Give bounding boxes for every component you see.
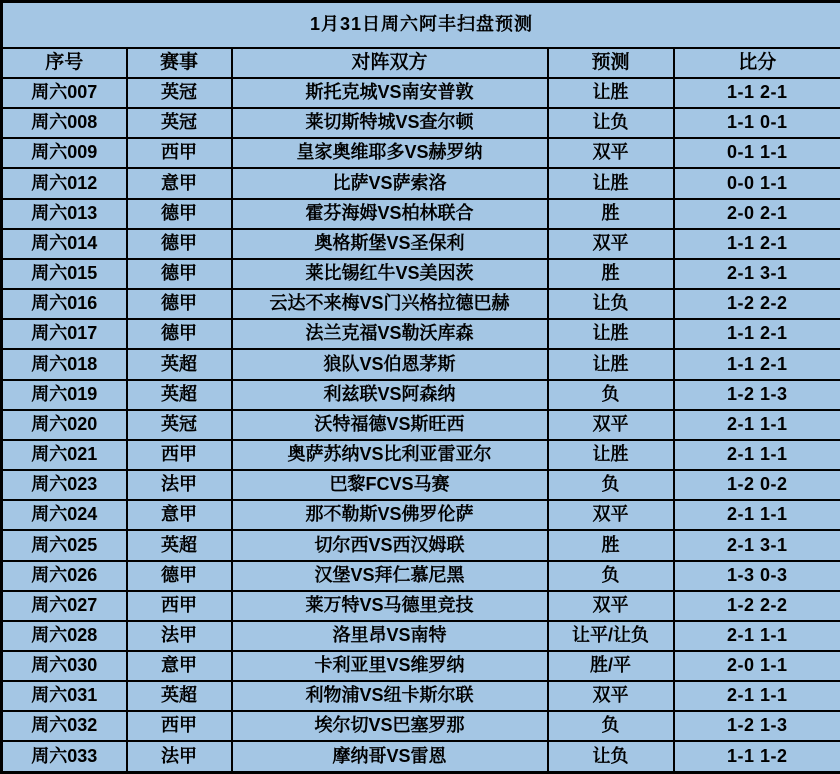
matchup-cell: 利物浦VS纽卡斯尔联 bbox=[232, 681, 548, 711]
table-row bbox=[2, 259, 840, 289]
prediction-cell: 负 bbox=[548, 711, 674, 741]
match-id-cell: 周六008 bbox=[2, 108, 127, 138]
league-cell: 英冠 bbox=[127, 78, 232, 108]
prediction-cell: 双平 bbox=[548, 229, 674, 259]
title-row bbox=[2, 2, 840, 49]
match-id-cell: 周六018 bbox=[2, 349, 127, 379]
matchup-cell: 莱万特VS马德里竞技 bbox=[232, 591, 548, 621]
league-cell: 英超 bbox=[127, 380, 232, 410]
score-cell: 1-2 2-2 bbox=[674, 591, 840, 621]
match-id-cell: 周六033 bbox=[2, 741, 127, 772]
prediction-cell: 让负 bbox=[548, 741, 674, 772]
match-id-cell: 周六024 bbox=[2, 500, 127, 530]
score-cell: 2-0 1-1 bbox=[674, 651, 840, 681]
league-cell: 英超 bbox=[127, 349, 232, 379]
league-cell: 英冠 bbox=[127, 108, 232, 138]
table-row bbox=[2, 138, 840, 168]
prediction-cell: 双平 bbox=[548, 410, 674, 440]
match-id-cell: 周六016 bbox=[2, 289, 127, 319]
match-id-cell: 周六027 bbox=[2, 591, 127, 621]
table-row bbox=[2, 380, 840, 410]
table-row bbox=[2, 711, 840, 741]
matchup-cell: 汉堡VS拜仁慕尼黑 bbox=[232, 561, 548, 591]
column-header-league: 赛事 bbox=[127, 48, 232, 78]
league-cell: 意甲 bbox=[127, 168, 232, 198]
match-id-cell: 周六020 bbox=[2, 410, 127, 440]
match-id-cell: 周六028 bbox=[2, 621, 127, 651]
table-row bbox=[2, 681, 840, 711]
table-row bbox=[2, 741, 840, 772]
match-id-cell: 周六014 bbox=[2, 229, 127, 259]
match-id-cell: 周六012 bbox=[2, 168, 127, 198]
matchup-cell: 斯托克城VS南安普敦 bbox=[232, 78, 548, 108]
match-id-cell: 周六021 bbox=[2, 440, 127, 470]
score-cell: 2-0 2-1 bbox=[674, 199, 840, 229]
prediction-cell: 让负 bbox=[548, 108, 674, 138]
column-header-matchup: 对阵双方 bbox=[232, 48, 548, 78]
league-cell: 英冠 bbox=[127, 410, 232, 440]
league-cell: 意甲 bbox=[127, 651, 232, 681]
score-cell: 1-1 0-1 bbox=[674, 108, 840, 138]
matchup-cell: 沃特福德VS斯旺西 bbox=[232, 410, 548, 440]
match-id-cell: 周六015 bbox=[2, 259, 127, 289]
table-row bbox=[2, 561, 840, 591]
prediction-cell: 负 bbox=[548, 561, 674, 591]
score-cell: 1-3 0-3 bbox=[674, 561, 840, 591]
matchup-cell: 云达不来梅VS门兴格拉德巴赫 bbox=[232, 289, 548, 319]
prediction-cell: 让胜 bbox=[548, 78, 674, 108]
league-cell: 意甲 bbox=[127, 500, 232, 530]
league-cell: 德甲 bbox=[127, 319, 232, 349]
matchup-cell: 奥格斯堡VS圣保利 bbox=[232, 229, 548, 259]
matchup-cell: 巴黎FCVS马赛 bbox=[232, 470, 548, 500]
matchup-cell: 莱比锡红牛VS美因茨 bbox=[232, 259, 548, 289]
score-cell: 2-1 3-1 bbox=[674, 530, 840, 560]
matchup-cell: 洛里昂VS南特 bbox=[232, 621, 548, 651]
table-row bbox=[2, 621, 840, 651]
score-cell: 1-1 2-1 bbox=[674, 229, 840, 259]
match-id-cell: 周六023 bbox=[2, 470, 127, 500]
column-header-index: 序号 bbox=[2, 48, 127, 78]
match-id-cell: 周六031 bbox=[2, 681, 127, 711]
score-cell: 1-1 2-1 bbox=[674, 78, 840, 108]
score-cell: 1-2 1-3 bbox=[674, 711, 840, 741]
score-cell: 2-1 1-1 bbox=[674, 621, 840, 651]
match-id-cell: 周六017 bbox=[2, 319, 127, 349]
match-id-cell: 周六025 bbox=[2, 530, 127, 560]
league-cell: 英超 bbox=[127, 681, 232, 711]
prediction-cell: 负 bbox=[548, 380, 674, 410]
score-cell: 1-1 2-1 bbox=[674, 319, 840, 349]
prediction-cell: 胜 bbox=[548, 259, 674, 289]
table-row bbox=[2, 349, 840, 379]
match-id-cell: 周六013 bbox=[2, 199, 127, 229]
matchup-cell: 狼队VS伯恩茅斯 bbox=[232, 349, 548, 379]
league-cell: 西甲 bbox=[127, 138, 232, 168]
table-row bbox=[2, 591, 840, 621]
match-id-cell: 周六032 bbox=[2, 711, 127, 741]
score-cell: 0-1 1-1 bbox=[674, 138, 840, 168]
score-cell: 2-1 1-1 bbox=[674, 410, 840, 440]
column-header-prediction: 预测 bbox=[548, 48, 674, 78]
score-cell: 2-1 3-1 bbox=[674, 259, 840, 289]
league-cell: 法甲 bbox=[127, 621, 232, 651]
league-cell: 西甲 bbox=[127, 591, 232, 621]
matchup-cell: 卡利亚里VS维罗纳 bbox=[232, 651, 548, 681]
match-id-cell: 周六026 bbox=[2, 561, 127, 591]
prediction-cell: 负 bbox=[548, 470, 674, 500]
table-row bbox=[2, 319, 840, 349]
prediction-cell: 双平 bbox=[548, 591, 674, 621]
match-id-cell: 周六007 bbox=[2, 78, 127, 108]
page-title: 1月31日周六阿丰扫盘预测 bbox=[2, 2, 840, 49]
score-cell: 1-2 0-2 bbox=[674, 470, 840, 500]
matchup-cell: 莱切斯特城VS查尔顿 bbox=[232, 108, 548, 138]
table-row bbox=[2, 651, 840, 681]
header-row bbox=[2, 48, 840, 78]
prediction-cell: 让胜 bbox=[548, 319, 674, 349]
matchup-cell: 法兰克福VS勒沃库森 bbox=[232, 319, 548, 349]
league-cell: 西甲 bbox=[127, 711, 232, 741]
table-row bbox=[2, 108, 840, 138]
prediction-cell: 让平/让负 bbox=[548, 621, 674, 651]
league-cell: 德甲 bbox=[127, 289, 232, 319]
match-id-cell: 周六019 bbox=[2, 380, 127, 410]
score-cell: 1-2 2-2 bbox=[674, 289, 840, 319]
matchup-cell: 那不勒斯VS佛罗伦萨 bbox=[232, 500, 548, 530]
matchup-cell: 皇家奥维耶多VS赫罗纳 bbox=[232, 138, 548, 168]
score-cell: 2-1 1-1 bbox=[674, 440, 840, 470]
matchup-cell: 霍芬海姆VS柏林联合 bbox=[232, 199, 548, 229]
matchup-cell: 奥萨苏纳VS比利亚雷亚尔 bbox=[232, 440, 548, 470]
prediction-cell: 让胜 bbox=[548, 349, 674, 379]
prediction-cell: 双平 bbox=[548, 500, 674, 530]
prediction-cell: 胜 bbox=[548, 199, 674, 229]
table-row bbox=[2, 530, 840, 560]
score-cell: 2-1 1-1 bbox=[674, 681, 840, 711]
matchup-cell: 比萨VS萨索洛 bbox=[232, 168, 548, 198]
table-row bbox=[2, 440, 840, 470]
table-row bbox=[2, 410, 840, 440]
column-header-score: 比分 bbox=[674, 48, 840, 78]
match-id-cell: 周六009 bbox=[2, 138, 127, 168]
league-cell: 德甲 bbox=[127, 259, 232, 289]
table-row bbox=[2, 500, 840, 530]
score-cell: 2-1 1-1 bbox=[674, 500, 840, 530]
league-cell: 德甲 bbox=[127, 229, 232, 259]
league-cell: 法甲 bbox=[127, 470, 232, 500]
prediction-cell: 胜 bbox=[548, 530, 674, 560]
table-row bbox=[2, 78, 840, 108]
match-id-cell: 周六030 bbox=[2, 651, 127, 681]
table-row bbox=[2, 289, 840, 319]
matchup-cell: 埃尔切VS巴塞罗那 bbox=[232, 711, 548, 741]
table-body bbox=[2, 78, 840, 773]
prediction-cell: 胜/平 bbox=[548, 651, 674, 681]
table-row bbox=[2, 470, 840, 500]
prediction-cell: 双平 bbox=[548, 681, 674, 711]
score-cell: 0-0 1-1 bbox=[674, 168, 840, 198]
matchup-cell: 利兹联VS阿森纳 bbox=[232, 380, 548, 410]
score-cell: 1-2 1-3 bbox=[674, 380, 840, 410]
score-cell: 1-1 2-1 bbox=[674, 349, 840, 379]
score-cell: 1-1 1-2 bbox=[674, 741, 840, 772]
league-cell: 英超 bbox=[127, 530, 232, 560]
table-row bbox=[2, 229, 840, 259]
league-cell: 法甲 bbox=[127, 741, 232, 772]
prediction-cell: 让胜 bbox=[548, 440, 674, 470]
league-cell: 西甲 bbox=[127, 440, 232, 470]
prediction-cell: 让胜 bbox=[548, 168, 674, 198]
prediction-cell: 让负 bbox=[548, 289, 674, 319]
prediction-cell: 双平 bbox=[548, 138, 674, 168]
matchup-cell: 摩纳哥VS雷恩 bbox=[232, 741, 548, 772]
table-row bbox=[2, 199, 840, 229]
league-cell: 德甲 bbox=[127, 199, 232, 229]
table-row bbox=[2, 168, 840, 198]
league-cell: 德甲 bbox=[127, 561, 232, 591]
matchup-cell: 切尔西VS西汉姆联 bbox=[232, 530, 548, 560]
